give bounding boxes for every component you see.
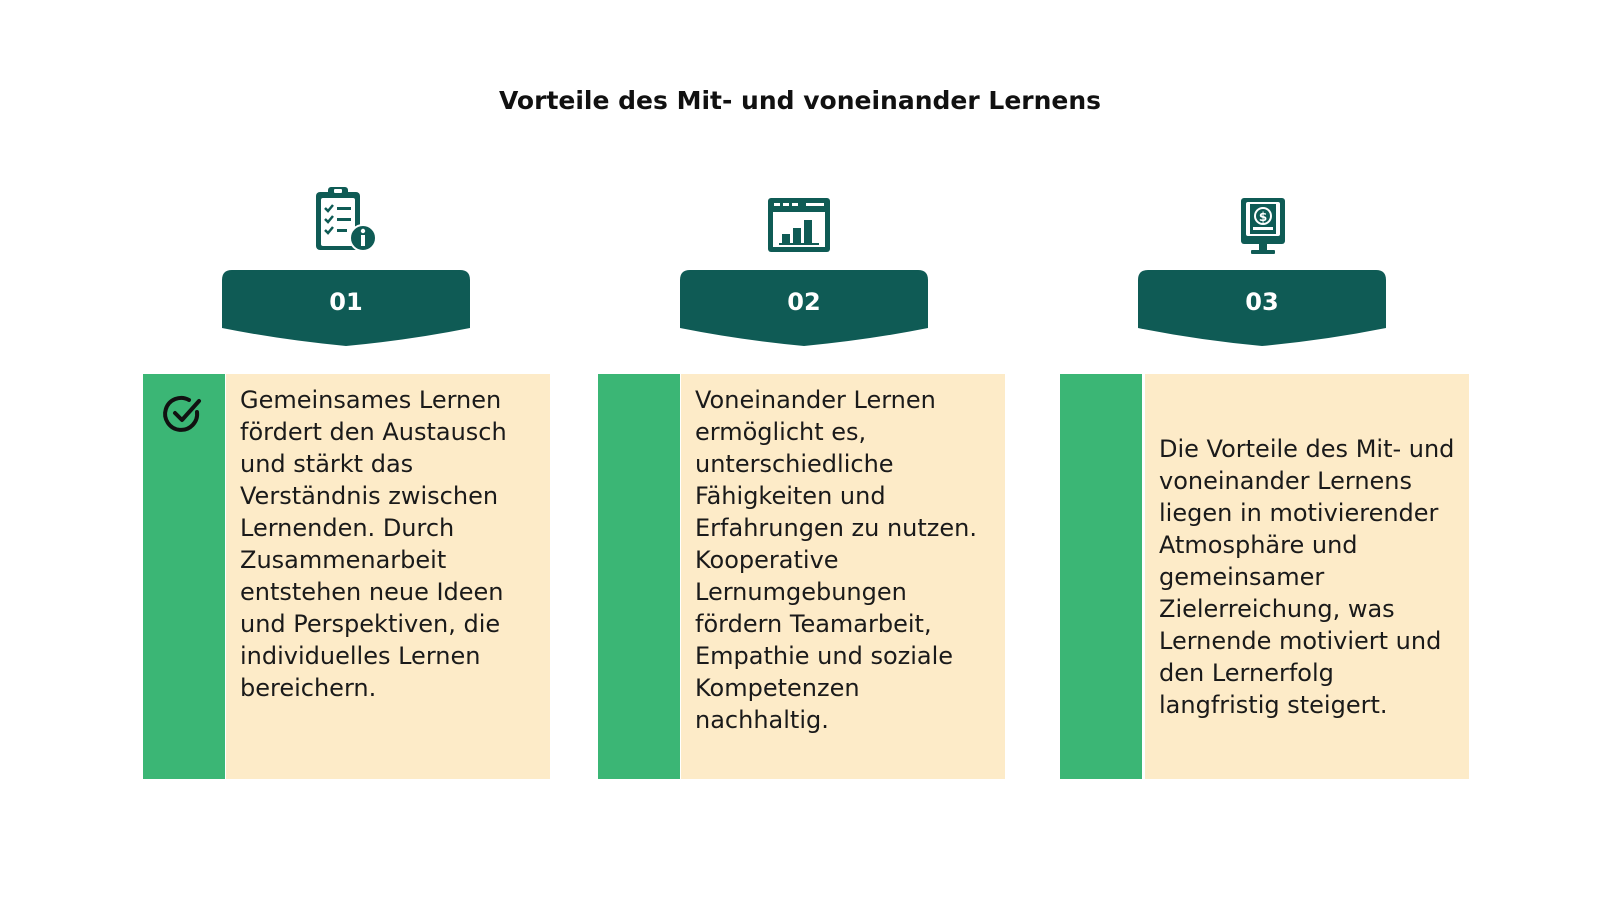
card-text: Gemeinsames Lernen fördert den Austausch und stärkt das Verständnis zwischen Lernenden. Durch Zusammenarbeit entstehen neue Ideen und Perspektiven, die individuelles Lernen bereichern.	[240, 386, 507, 702]
browser-bar-chart-icon	[766, 196, 836, 266]
card-stripe	[598, 374, 680, 779]
card-text-box	[681, 374, 1005, 779]
check-circle-icon	[161, 392, 205, 436]
card-text: Voneinander Lernen ermöglicht es, unterschiedliche Fähigkeiten und Erfahrungen zu nutzen. Kooperative Lernumgebungen fördern Teamarbeit, Empathie und soziale Kompetenzen nachhaltig.	[695, 386, 977, 734]
badge-03	[1138, 270, 1386, 350]
badge-01	[222, 270, 470, 350]
monitor-dollar-icon	[1237, 196, 1307, 266]
badge-number: 03	[1245, 288, 1279, 316]
badge-number: 01	[329, 288, 363, 316]
svg-text:$: $	[1258, 210, 1268, 224]
badge-number: 02	[787, 288, 821, 316]
page-title: Vorteile des Mit- und voneinander Lernens	[498, 86, 1102, 115]
clipboard-checklist-info-icon	[310, 186, 380, 256]
card-text-box	[226, 374, 550, 779]
card-text-box	[1145, 374, 1469, 779]
badge-02	[680, 270, 928, 350]
card-stripe	[1060, 374, 1142, 779]
card-text: Die Vorteile des Mit- und voneinander Lernens liegen in motivierender Atmosphäre und gemeinsamer Zielerreichung, was Lernende motiviert und den Lernerfolg langfristig steigert.	[1159, 434, 1455, 719]
